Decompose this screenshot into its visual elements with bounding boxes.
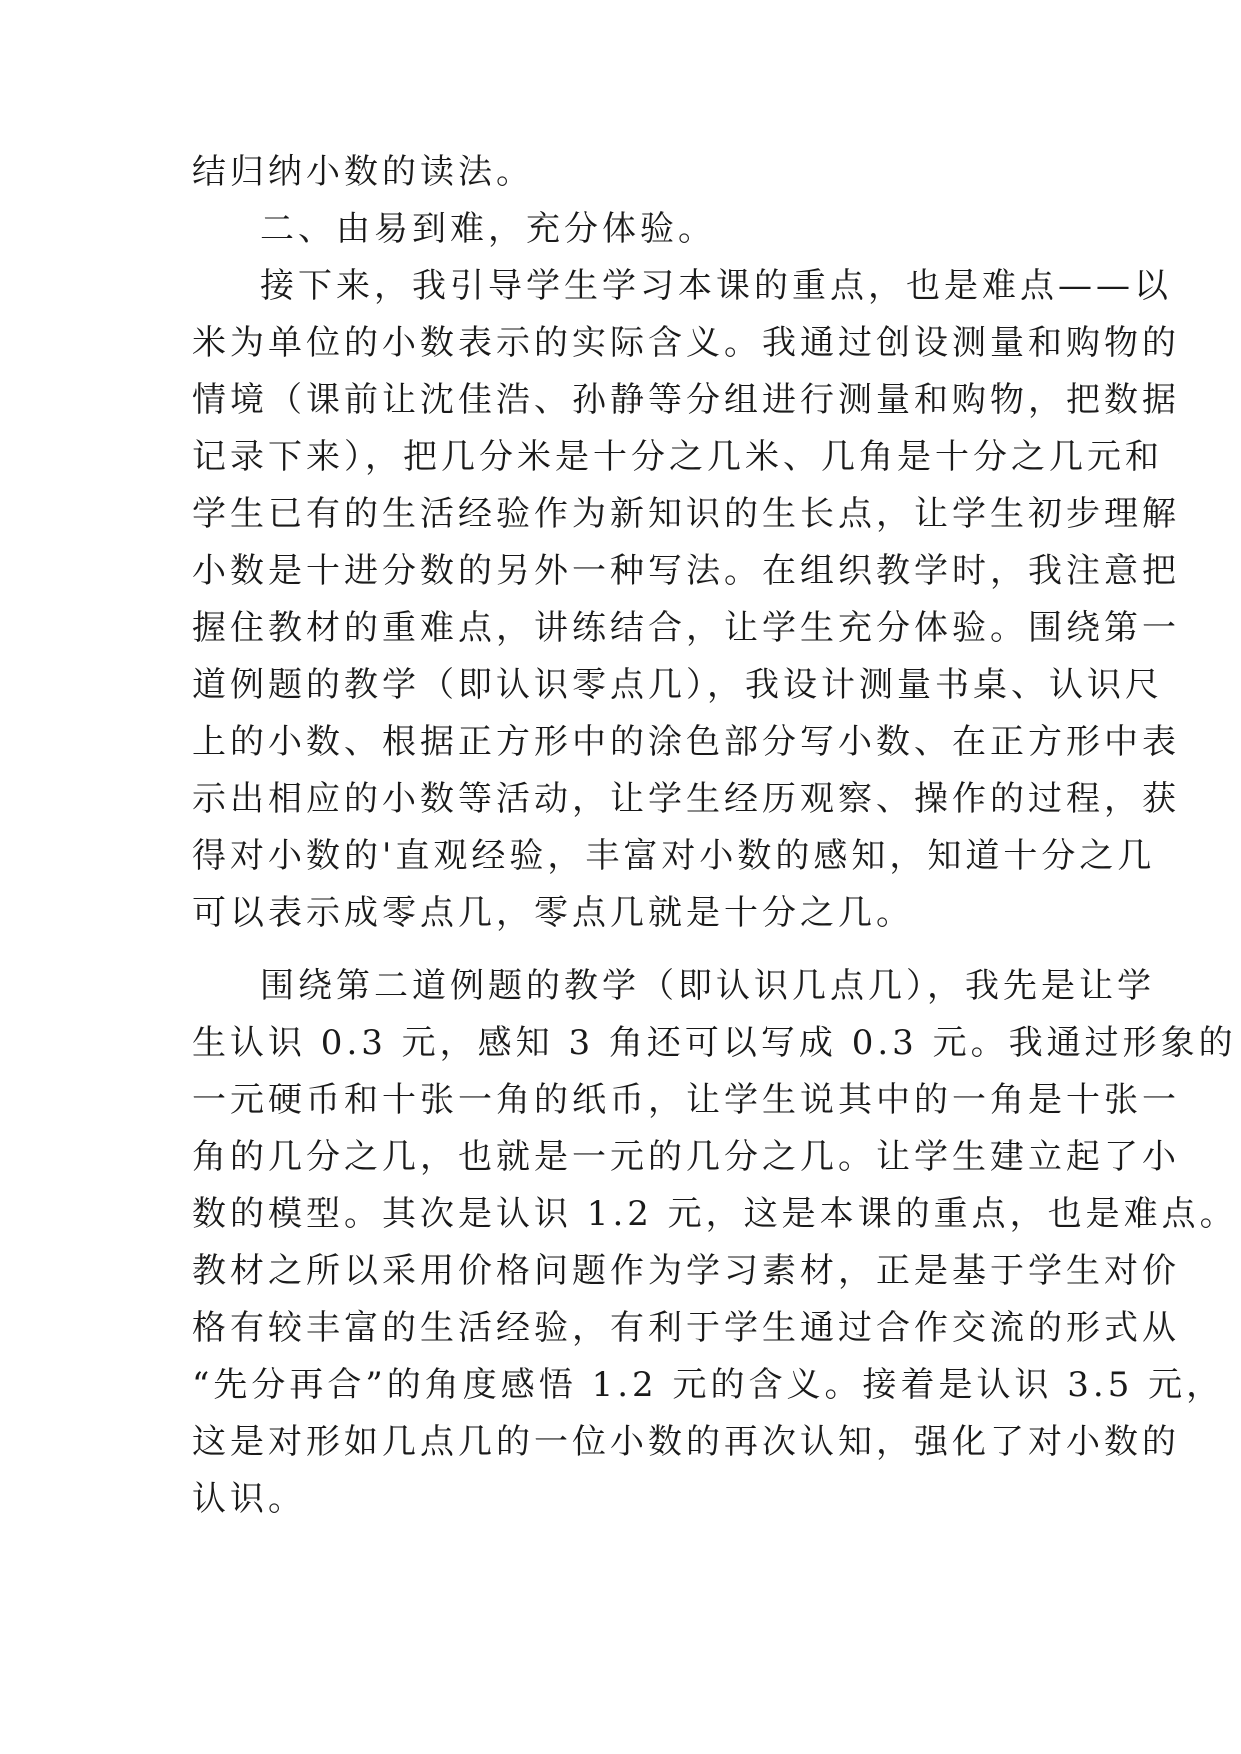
text-line-12: 示出相应的小数等活动，让学生经历观察、操作的过程，获 <box>192 779 1180 819</box>
text-line-8: 小数是十进分数的另外一种写法。在组织教学时，我注意把 <box>192 551 1180 591</box>
text-line-22: “先分再合”的角度感悟 1.2 元的含义。接着是认识 3.5 元， <box>192 1365 1225 1405</box>
text-line-18: 角的几分之几，也就是一元的几分之几。让学生建立起了小 <box>192 1137 1180 1177</box>
text-line-9: 握住教材的重难点，讲练结合，让学生充分体验。围绕第一 <box>192 608 1180 648</box>
text-line-6: 记录下来），把几分米是十分之几米、几角是十分之几元和 <box>192 437 1163 477</box>
text-line-14: 可以表示成零点几，零点几就是十分之几。 <box>192 893 914 933</box>
text-line-11: 上的小数、根据正方形中的涂色部分写小数、在正方形中表 <box>192 722 1180 762</box>
text-line-4: 米为单位的小数表示的实际含义。我通过创设测量和购物的 <box>192 323 1180 363</box>
text-line-1: 结归纳小数的读法。 <box>192 152 534 192</box>
text-line-7: 学生已有的生活经验作为新知识的生长点，让学生初步理解 <box>192 494 1180 534</box>
section-heading: 二、由易到难，充分体验。 <box>260 209 716 249</box>
text-line-13: 得对小数的'直观经验，丰富对小数的感知，知道十分之几 <box>192 836 1156 876</box>
text-line-19: 数的模型。其次是认识 1.2 元，这是本课的重点，也是难点。 <box>192 1194 1238 1234</box>
text-line-21: 格有较丰富的生活经验，有利于学生通过合作交流的形式从 <box>192 1308 1180 1348</box>
text-line-16: 生认识 0.3 元，感知 3 角还可以写成 0.3 元。我通过形象的 <box>192 1023 1237 1063</box>
text-line-3: 接下来，我引导学生学习本课的重点，也是难点——以 <box>260 266 1172 306</box>
text-line-15: 围绕第二道例题的教学（即认识几点几），我先是让学 <box>260 966 1155 1006</box>
text-line-17: 一元硬币和十张一角的纸币，让学生说其中的一角是十张一 <box>192 1080 1180 1120</box>
text-line-20: 教材之所以采用价格问题作为学习素材，正是基于学生对价 <box>192 1251 1180 1291</box>
text-line-23: 这是对形如几点几的一位小数的再次认知，强化了对小数的 <box>192 1422 1180 1462</box>
text-line-24: 认识。 <box>192 1479 306 1519</box>
text-line-5: 情境（课前让沈佳浩、孙静等分组进行测量和购物，把数据 <box>192 380 1180 420</box>
text-line-10: 道例题的教学（即认识零点几），我设计测量书桌、认识尺 <box>192 665 1163 705</box>
